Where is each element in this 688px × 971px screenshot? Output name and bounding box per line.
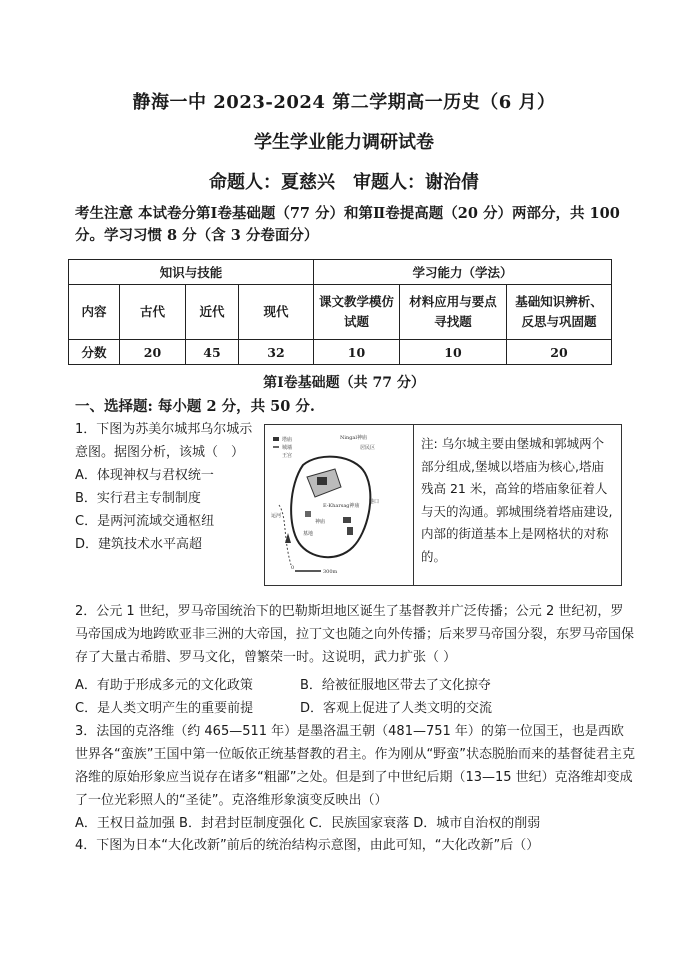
map-label: 神庙 — [315, 519, 326, 525]
table-score-cell: 10 — [314, 340, 400, 365]
building-block — [305, 511, 311, 517]
exam-notice: 考生注意 本试卷分第Ⅰ卷基础题（77 分）和第Ⅱ卷提高题（20 分）两部分，共 100 分。学习习惯 8 分（含 3 分卷面分） — [75, 205, 620, 244]
map-label: 运河 — [271, 513, 282, 519]
question-1-stem: 1．下图为苏美尔城邦乌尔城示意图。据图分析，该城（ ） — [75, 422, 253, 460]
question-2-stem: 2．公元 1 世纪，罗马帝国统治下的巴勒斯坦地区诞生了基督教并广泛传播；公元 2 世纪初，罗马帝国成为地跨欧亚非三洲的大帝国，拉丁文也随之向外传播；后来罗马帝国分裂，东罗马帝国保存了大量古希腊、罗马文化，曾繁荣一时。这说明，武力扩张（ ） — [75, 604, 635, 665]
section1-title: 一、选择题: 每小题 2 分，共 50 分. — [75, 398, 315, 415]
building-block — [343, 517, 351, 523]
question-1-option-b: B．实行君主专制制度 — [75, 491, 201, 506]
question-1-option-c: C．是两河流域交通枢纽 — [75, 514, 215, 529]
table-col-contemporary: 现代 — [239, 285, 314, 340]
map-label: 300m — [323, 569, 338, 575]
question-4-stem: 4．下图为日本“大化改新”前后的统治结构示意图，由此可知，“大化改新”后（） — [75, 838, 540, 853]
north-arrow-icon — [285, 533, 291, 543]
question-1 — [75, 418, 260, 556]
map-label: E-Kharsag神庙 — [323, 503, 360, 509]
map-label: 墓地 — [303, 531, 314, 537]
map-label: 0 — [291, 565, 295, 571]
table-score-cell: 45 — [186, 340, 239, 365]
table-col-material: 材料应用与要点寻找题 — [400, 285, 507, 340]
table-row-label-content: 内容 — [69, 285, 120, 340]
question-3-options: A．王权日益加强 B．封君封臣制度强化 C．民族国家衰落 D．城市自治权的削弱 — [75, 816, 541, 831]
ur-city-map — [265, 425, 414, 585]
exam-title: 静海一中 2023-2024 第二学期高一历史（6 月） — [132, 92, 556, 113]
ziggurat-icon — [317, 477, 327, 485]
map-label: 港口 — [369, 499, 380, 505]
map-label: 居民区 — [360, 445, 376, 451]
table-score-cell: 32 — [239, 340, 314, 365]
table-col-imitation: 课文教学模仿试题 — [314, 285, 400, 340]
question-2-option-a: A．有助于形成多元的文化政策 — [75, 678, 253, 693]
exam-subtitle: 学生学业能力调研试卷 — [254, 132, 434, 153]
map-label: 塔庙 — [282, 437, 293, 443]
table-row-label-score: 分数 — [69, 340, 120, 365]
map-label: Ningal神庙 — [340, 435, 367, 441]
table-col-basics: 基础知识辨析、反思与巩固题 — [507, 285, 612, 340]
ur-city-map-svg — [265, 425, 413, 585]
map-label: 城墙 — [282, 445, 293, 451]
question-2-options — [75, 674, 635, 720]
table-col-modern: 近代 — [186, 285, 239, 340]
question-3-stem: 3．法国的克洛维（约 465—511 年）是墨洛温王朝（481—751 年）的第一位国王，也是西欧世界各“蛮族”王国中第一位皈依正统基督教的君主。作为刚从“野蛮”状态脱胎而来的基督徒君主克洛维的原始形象应当说存在诸多“粗鄙”之处。但是到了中世纪后期（13—15 世纪）克洛维却变成了一位光彩照人的“圣徒”。克洛维形象演变反映出（） — [75, 724, 635, 808]
part1-title: 第Ⅰ卷基础题（共 77 分） — [263, 375, 425, 391]
table-group-knowledge: 知识与技能 — [69, 260, 314, 285]
question-2-option-c: C．是人类文明产生的重要前提 — [75, 701, 254, 716]
table-group-ability: 学习能力（学法） — [314, 260, 612, 285]
question-2-option-d: D．客观上促进了人类文明的交流 — [300, 701, 493, 716]
question-3 — [75, 720, 635, 835]
question-1-option-a: A．体现神权与君权统一 — [75, 468, 214, 483]
table-score-cell: 10 — [400, 340, 507, 365]
map-label: 王宫 — [282, 453, 293, 459]
ur-city-figure — [264, 424, 622, 586]
table-col-ancient: 古代 — [120, 285, 186, 340]
building-block — [347, 527, 353, 535]
table-score-cell: 20 — [507, 340, 612, 365]
ur-city-note: 注: 乌尔城主要由堡城和郭城两个部分组成,堡城以塔庙为核心,塔庙残高 21 米，高耸的塔庙象征着人与天的沟通。郭城围绕着塔庙建设,内部的街道基本上是网格状的对称的。 — [421, 436, 613, 564]
score-table — [68, 259, 612, 365]
question-2-option-b: B．给被征服地区带去了文化掠夺 — [300, 678, 491, 693]
legend-temple-icon — [273, 437, 279, 441]
table-score-cell: 20 — [120, 340, 186, 365]
question-1-option-d: D．建筑技术水平高超 — [75, 537, 203, 552]
exam-authors: 命题人：夏慈兴 审题人：谢治倩 — [209, 172, 479, 193]
